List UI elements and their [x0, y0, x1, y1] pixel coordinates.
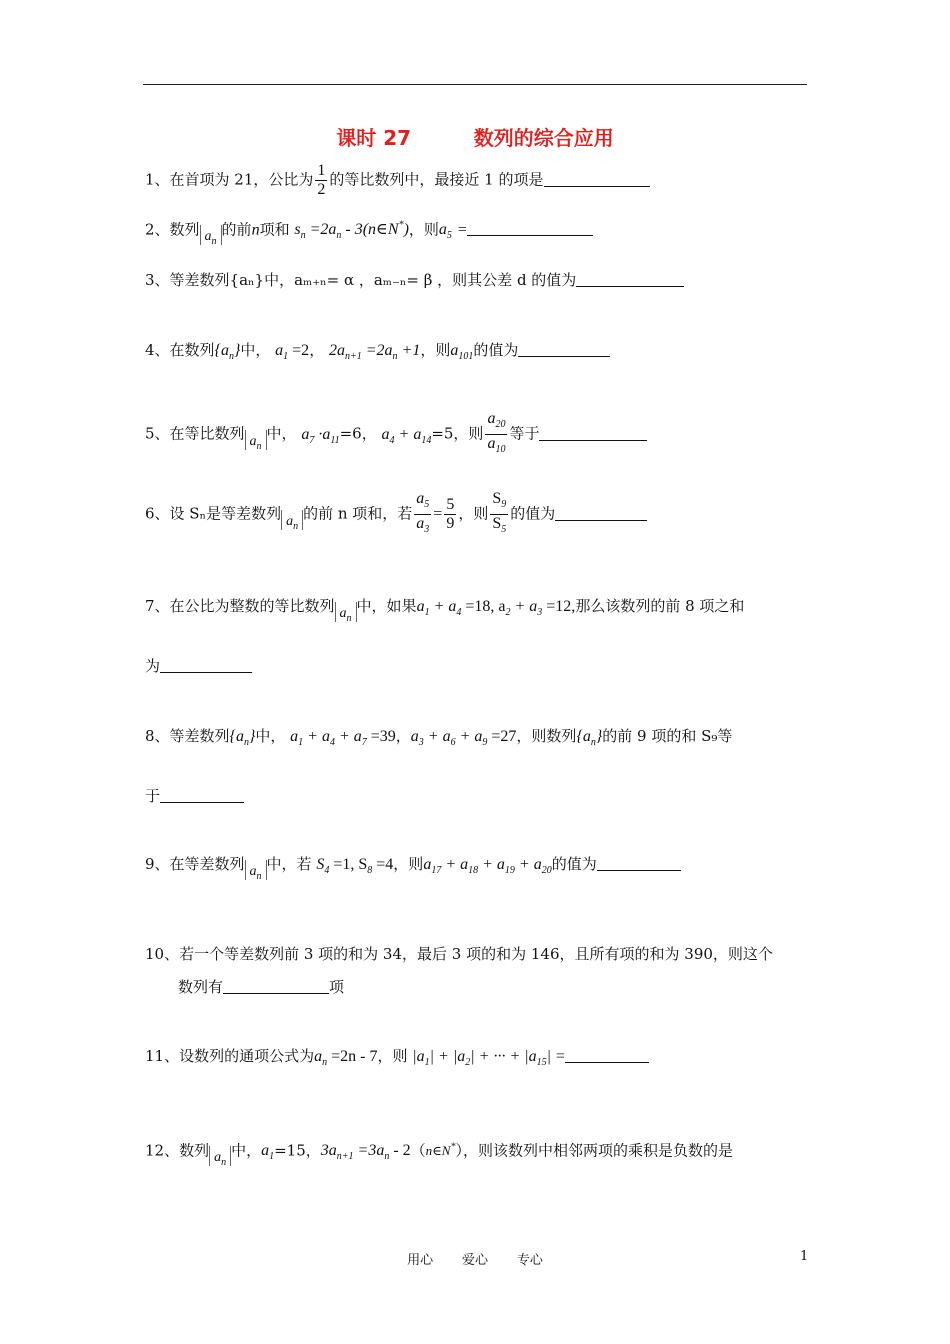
answer-blank[interactable]	[555, 506, 647, 521]
ratio-fraction: $\frac{a_{20}}{a_{10}}$	[487, 410, 506, 456]
answer-blank[interactable]	[539, 426, 647, 441]
lesson-number: 课时 27	[336, 126, 412, 150]
answer-blank[interactable]	[576, 272, 684, 287]
header-rule	[143, 84, 807, 85]
question-3: 3、等差数列{aₙ}中，aₘ₊ₙ= α ，aₘ₋ₙ= β ，则其公差 d 的值为	[145, 270, 684, 290]
recurrence-formula: $2a_{n+1} =2a_n +1$	[328, 342, 421, 363]
footer-motto: 用心 爱心 专心	[407, 1253, 543, 1268]
question-2: 2、数列 $a_n$的前n项和 $s_n =2a_n$ - 3(n∈N*)，则$a_5$ =	[145, 216, 593, 247]
question-1: 1、在首项为 21，公比为 $\frac{1}{2}$ 的等比数列中，最接近 1 的项是	[145, 162, 650, 199]
question-7: 7、在公比为整数的等比数列 $a_n$中，如果$a_1 + a_4 =18$, $a_2 + a_3 =12$,那么该数列的前 8 项之和	[145, 597, 745, 624]
answer-blank[interactable]	[160, 658, 252, 673]
answer-blank[interactable]	[223, 979, 329, 994]
question-4: 4、在数列$\{a_n\}$中， $a_1 =2$， $2a_{n+1} =2a_n +1$，则$a_{101}$的值为	[145, 340, 610, 367]
sum-formula: $s_n =2a_n$ - 3(n∈N*)	[294, 220, 409, 242]
question-10: 10、若一个等差数列前 3 项的和为 34，最后 3 项的和为 146，且所有项的和为 390，则这个	[145, 945, 773, 963]
question-8: 8、等差数列$\{a_n\}$中， $a_1 + a_4 + a_7 =39$，$a_3 + a_6 + a_9 =27$，则数列$\{a_n\}$的前 9 项的和 S₉等	[145, 727, 733, 749]
page-number: 1	[800, 1249, 809, 1264]
question-8-line-2: 于	[145, 786, 244, 806]
answer-blank[interactable]	[597, 856, 681, 871]
page-title	[0, 122, 950, 151]
answer-blank[interactable]	[518, 342, 610, 357]
answer-blank[interactable]	[467, 221, 593, 236]
initial-term: $a_1 =2$	[275, 342, 310, 363]
answer-blank[interactable]	[160, 788, 244, 803]
lesson-topic: 数列的综合应用	[473, 126, 614, 150]
question-11: 11、设数列的通项公式为$a_n =2n - 7$，则 $|a_1| + |a_2|$ + ··· + $|a_{15}|$ =	[145, 1046, 649, 1073]
question-12: 12、数列 $a_n$中，$a_1=15$，$3a_{n+1} =3a_n$ - 2（n∈N*），则该数列中相邻两项的乘积是负数的是	[145, 1141, 733, 1169]
question-10-line-2: 数列有 项	[178, 978, 345, 996]
answer-blank[interactable]	[544, 172, 650, 187]
question-7-line-2: 为	[145, 656, 252, 676]
abs-sum: $|a_1| + |a_2|$ + ··· + $|a_{15}|$	[412, 1048, 552, 1069]
answer-blank[interactable]	[565, 1048, 649, 1063]
question-9: 9、在等差数列 $a_n$中，若 $S_4 =1$, $S_8 =4$，则$a_{17} + a_{18} + a_{19} + a_{20}$的值为	[145, 854, 681, 881]
question-6: 6、设 Sₙ是等差数列 $a_n$的前 n 项和，若 $\frac{a_5}{a_3}$ = $\frac{5}{9}$ ，则 $\frac{S_9}{S_5}$ 的值为	[145, 490, 647, 539]
question-5: 5、在等比数列 $a_n$中， $a_7 \cdot a_{11}=6$， $a_4 + a_{14}=5$，则 $\frac{a_{20}}{a_{10}}$ 等于	[145, 410, 647, 459]
ratio-fraction: $\frac{1}{2}$	[317, 162, 326, 198]
sequence-symbol: $a_n$	[200, 225, 222, 245]
